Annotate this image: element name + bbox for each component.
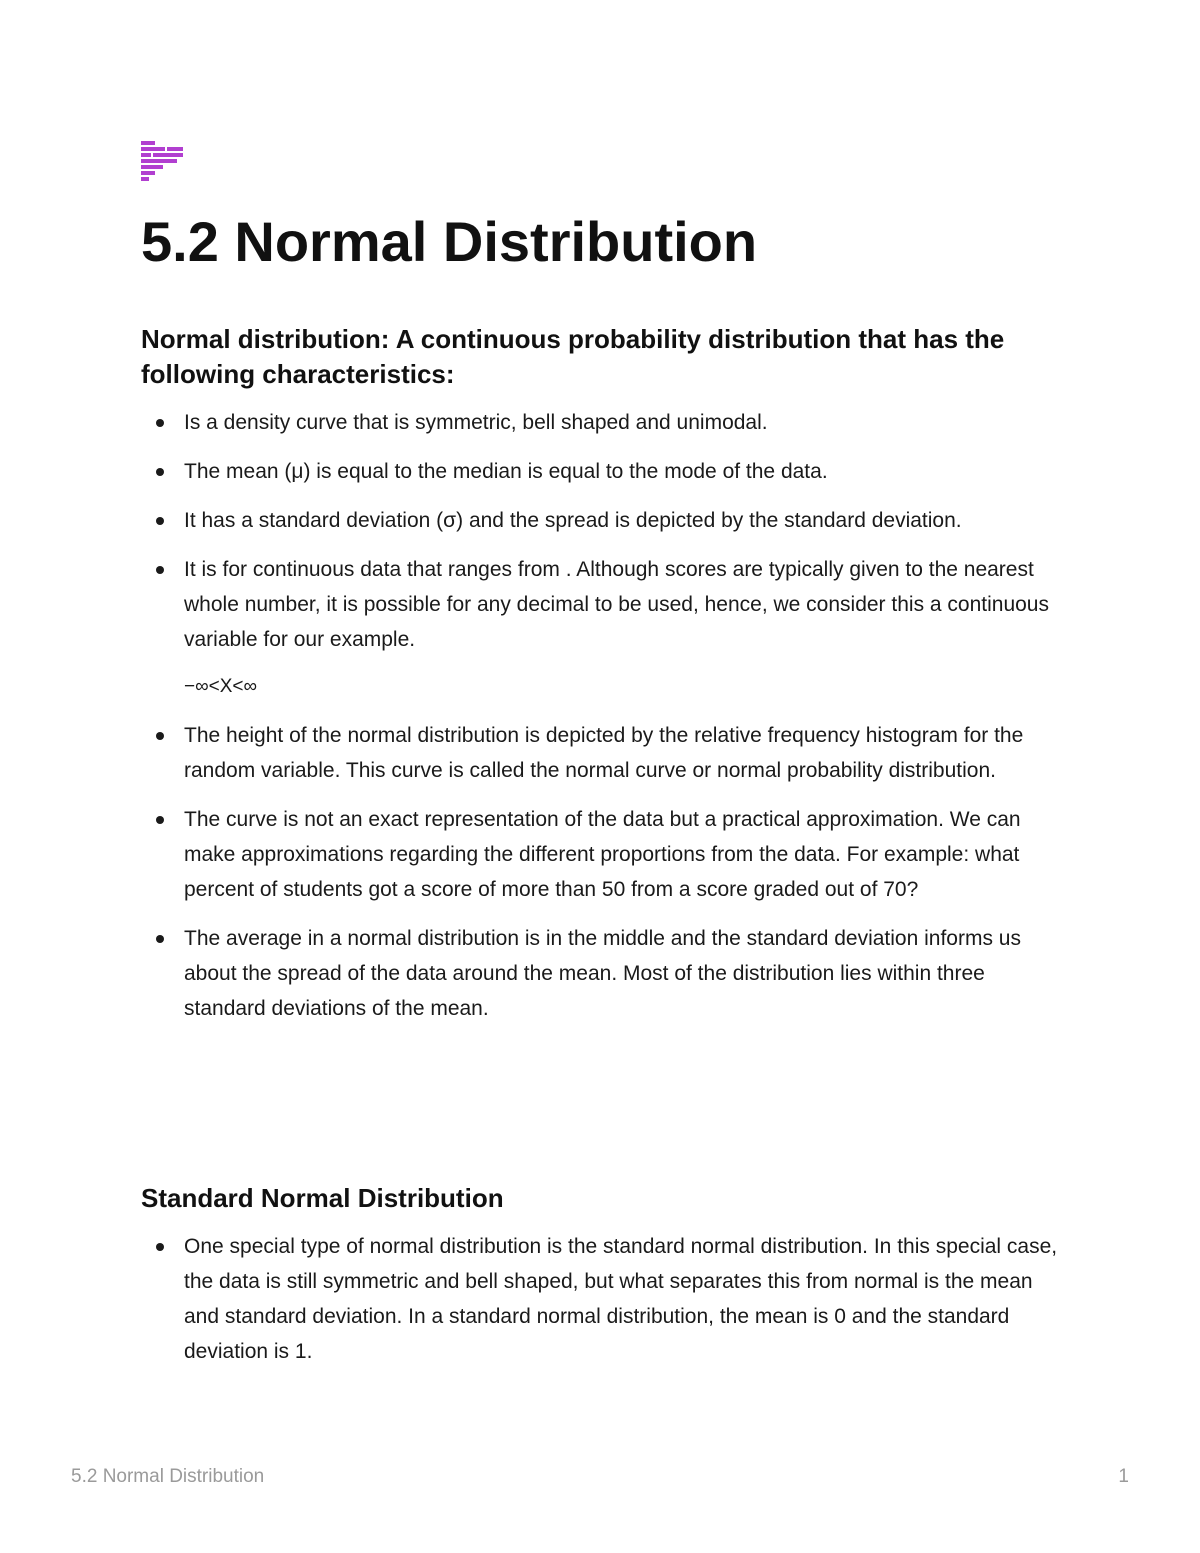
list-item-text: It has a standard deviation (σ) and the spread is depicted by the standard deviation. [184,509,962,532]
section-heading-normal-distribution: Normal distribution: A continuous probability distribution that has the following characteristics: [141,324,1005,389]
list-item-text: It is for continuous data that ranges from . Although scores are typically given to the nearest whole number, it is possible for any decimal to be used, hence, we consider this a continuous variable for our example. [184,558,1049,651]
section-heading-standard-normal: Standard Normal Distribution [141,1183,504,1213]
bullet-icon [156,935,164,943]
standard-normal-list [141,1229,1061,1383]
characteristics-list [141,405,1061,1040]
list-item-text: The mean (μ) is equal to the median is equal to the mode of the data. [184,460,828,483]
bullet-icon [156,566,164,574]
list-item [141,802,1061,907]
list-item-text: Is a density curve that is symmetric, bell shaped and unimodal. [184,411,768,434]
bullet-icon [156,419,164,427]
bullet-icon [156,732,164,740]
list-item [141,1229,1061,1369]
list-item-text: The curve is not an exact representation of the data but a practical approximation. We can make approximations regarding the different proportions from the data. For example: what percent of students got a score of more than 50 from a score graded out of 70? [184,808,1021,901]
list-item-text: One special type of normal distribution is the standard normal distribution. In this special case, the data is still symmetric and bell shaped, but what separates this from normal is the mean and standard deviation. In a standard normal distribution, the mean is 0 and the standard deviation is 1. [184,1235,1058,1363]
list-item [141,405,1061,440]
bullet-icon [156,468,164,476]
list-item [141,503,1061,538]
list-item [141,921,1061,1026]
footer-title: 5.2 Normal Distribution [71,1466,265,1487]
bullet-icon [156,1243,164,1251]
list-item [141,718,1061,788]
list-item-text: The height of the normal distribution is depicted by the relative frequency histogram for the random variable. This curve is called the normal curve or normal probability distribution. [184,724,1024,782]
math-expression: −∞<X<∞ [184,676,258,697]
notes-page-icon [141,141,185,181]
footer-page-number: 1 [1118,1466,1129,1487]
list-item [141,454,1061,489]
page-title: 5.2 Normal Distribution [141,210,758,273]
list-item-text: The average in a normal distribution is in the middle and the standard deviation informs us about the spread of the data around the mean. Most of the distribution lies within three standard deviations of the mean. [184,927,1021,1020]
list-item [141,552,1061,704]
bullet-icon [156,816,164,824]
bullet-icon [156,517,164,525]
